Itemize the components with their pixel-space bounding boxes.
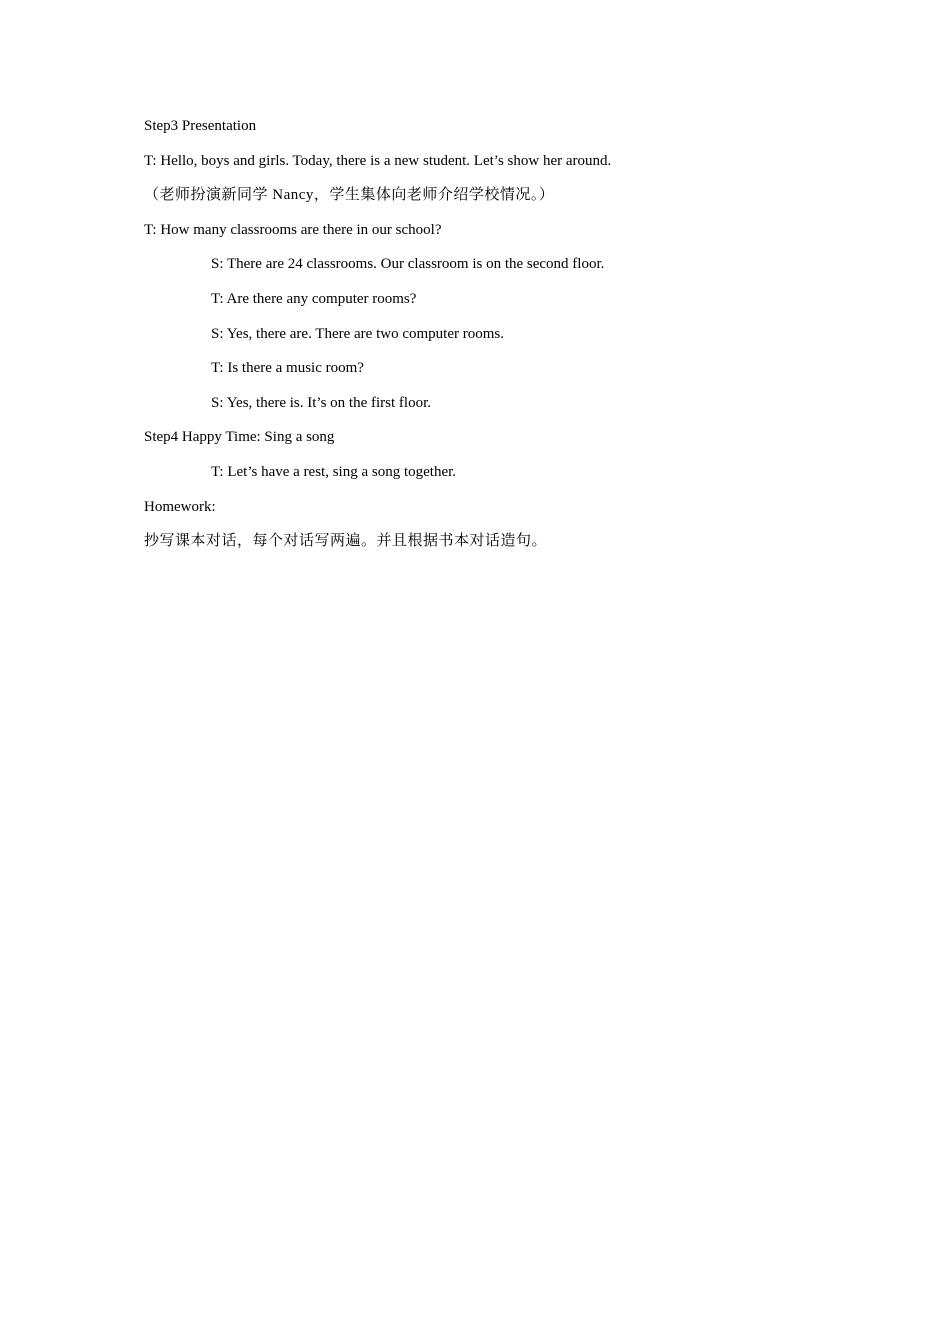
teacher-line-classrooms: T: How many classrooms are there in our school? bbox=[144, 221, 442, 238]
student-line-music-room: S: Yes, there is. It’s on the first floor. bbox=[211, 394, 431, 411]
student-line-computer-rooms: S: Yes, there are. There are two computer rooms. bbox=[211, 325, 504, 342]
document-body bbox=[144, 116, 844, 566]
stage-direction: （老师扮演新同学 Nancy，学生集体向老师介绍学校情况。） bbox=[144, 187, 555, 204]
step4-heading: Step4 Happy Time: Sing a song bbox=[144, 429, 335, 446]
homework-heading: Homework: bbox=[144, 498, 216, 515]
homework-instructions: 抄写课本对话，每个对话写两遍。并且根据书本对话造句。 bbox=[144, 533, 548, 550]
teacher-line-song: T: Let’s have a rest, sing a song together. bbox=[211, 463, 457, 480]
teacher-line-music-room: T: Is there a music room? bbox=[211, 360, 364, 377]
student-line-classrooms: S: There are 24 classrooms. Our classroom is on the second floor. bbox=[211, 256, 605, 273]
teacher-line-intro: T: Hello, boys and girls. Today, there is a new student. Let’s show her around. bbox=[144, 152, 612, 169]
step3-heading: Step3 Presentation bbox=[144, 118, 257, 134]
teacher-line-computer-rooms: T: Are there any computer rooms? bbox=[211, 290, 417, 307]
